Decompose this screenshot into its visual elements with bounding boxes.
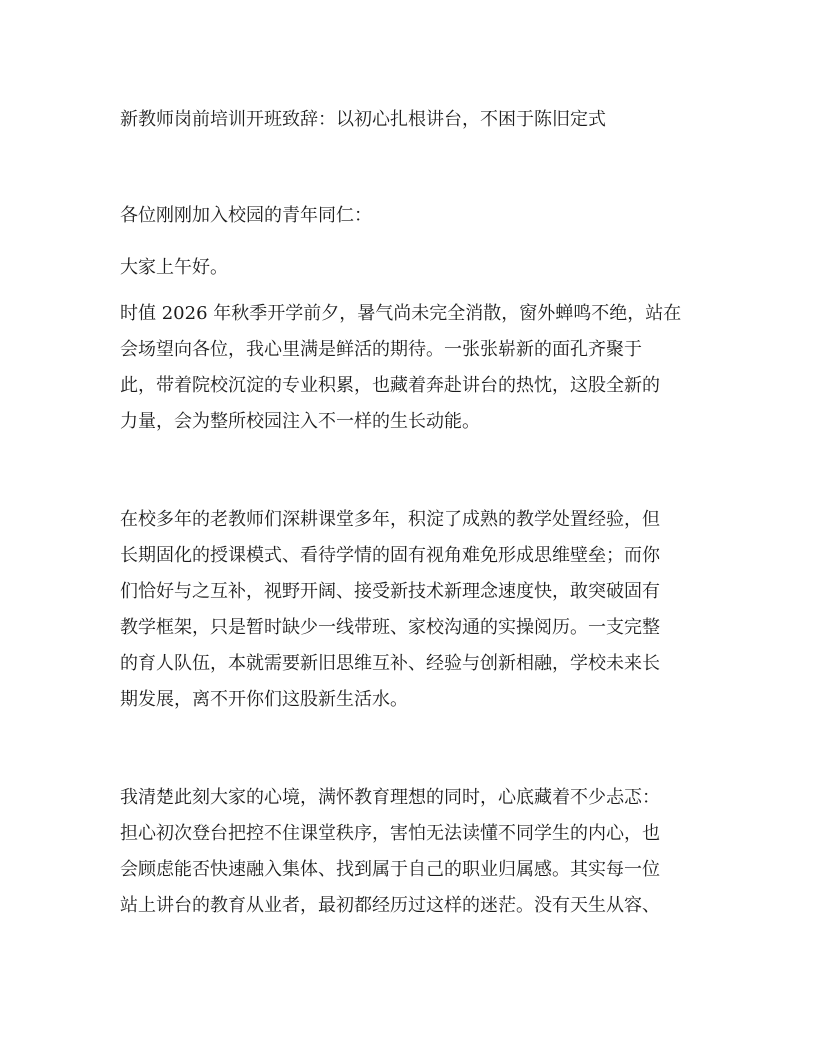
paragraph-line: 站上讲台的教育从业者，最初都经历过这样的迷茫。没有天生从容、 [120, 895, 660, 916]
paragraph-line: 在校多年的老教师们深耕课堂多年，积淀了成熟的教学处置经验，但 [120, 509, 660, 530]
paragraph-2 [120, 502, 700, 718]
paragraph-line: 此，带着院校沉淀的专业积累，也藏着奔赴讲台的热忱，这股全新的 [120, 375, 660, 396]
salutation-line: 各位刚刚加入校园的青年同仁： [120, 205, 372, 226]
paragraph-3 [120, 780, 700, 924]
paragraph-line: 们恰好与之互补，视野开阔、接受新技术新理念速度快，敢突破固有 [120, 581, 660, 602]
paragraph-line: 会场望向各位，我心里满是鲜活的期待。一张张崭新的面孔齐聚于 [120, 339, 642, 360]
paragraph-line: 力量，会为整所校园注入不一样的生长动能。 [120, 411, 480, 432]
paragraph-line: 时值 2026 年秋季开学前夕，暑气尚未完全消散，窗外蝉鸣不绝，站在 [120, 303, 682, 324]
document-title [120, 102, 700, 138]
paragraph-1 [120, 296, 700, 440]
paragraph-line: 长期固化的授课模式、看待学情的固有视角难免形成思维壁垒；而你 [120, 545, 660, 566]
paragraph-line: 会顾虑能否快速融入集体、找到属于自己的职业归属感。其实每一位 [120, 859, 660, 880]
paragraph-line: 教学框架，只是暂时缺少一线带班、家校沟通的实操阅历。一支完整 [120, 617, 660, 638]
greeting-line: 大家上午好。 [120, 257, 228, 278]
paragraph-line: 期发展，离不开你们这股新生活水。 [120, 689, 408, 710]
paragraph-line: 我清楚此刻大家的心境，满怀教育理想的同时，心底藏着不少忐忑： [120, 787, 660, 808]
paragraph-line: 担心初次登台把控不住课堂秩序，害怕无法读懂不同学生的内心，也 [120, 823, 660, 844]
salutation [120, 198, 700, 234]
greeting [120, 250, 700, 286]
title-line: 新教师岗前培训开班致辞：以初心扎根讲台，不困于陈旧定式 [120, 109, 606, 130]
paragraph-line: 的育人队伍，本就需要新旧思维互补、经验与创新相融，学校未来长 [120, 653, 660, 674]
